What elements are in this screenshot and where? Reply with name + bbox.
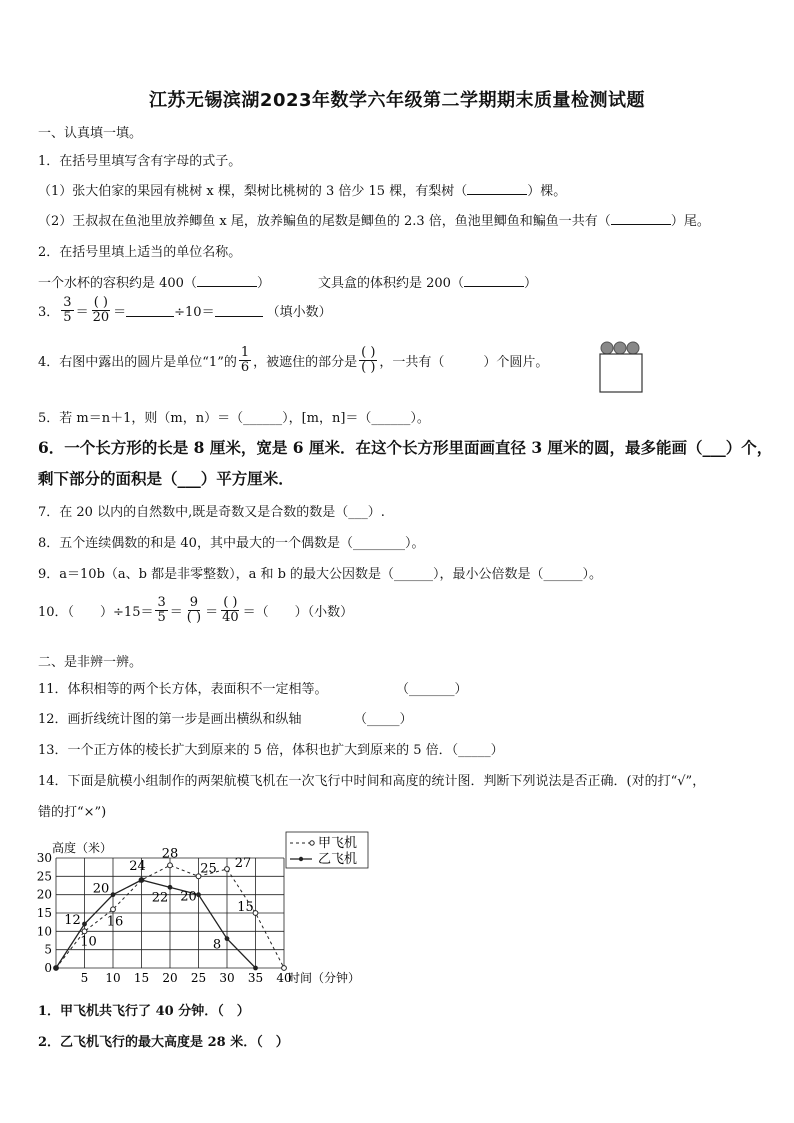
fraction-denominator: 5 [63, 310, 72, 326]
data-label-乙: 22 [151, 890, 169, 906]
legend-label-乙: 乙飞机 [318, 852, 358, 867]
question-10 [38, 596, 353, 626]
fraction-numerator: 3 [63, 295, 72, 310]
data-point-甲 [111, 907, 116, 912]
data-label-甲: 28 [161, 846, 179, 862]
fraction [239, 346, 251, 376]
equals-sign: ＝ [75, 305, 89, 321]
fraction-numerator: 9 [189, 595, 199, 610]
question-1b-text: （2）王叔叔在鱼池里放养鲫鱼 x 尾，放养鳊鱼的尾数是鲫鱼的 2.3 倍，鱼池里鲫鱼和鳊鱼一共有（ [38, 214, 611, 229]
fraction-numerator: ( ) [361, 345, 376, 360]
question-2-stem: 2．在括号里填上适当的单位名称。 [38, 245, 242, 260]
legend-label-甲: 甲飞机 [318, 836, 358, 851]
question-1b [38, 210, 710, 229]
x-tick-label: 40 [276, 971, 292, 985]
question-2a-text: 一个水杯的容积约是 400（ [38, 276, 197, 291]
fraction-numerator: ( ) [223, 595, 238, 610]
question-3 [38, 296, 332, 326]
question-2b-end: ） [523, 276, 537, 291]
question-12-paren[interactable]: （_____） [354, 712, 413, 727]
question-8: 8．五个连续偶数的和是 40，其中最大的一个偶数是（________）。 [38, 536, 425, 551]
coin-circle [627, 342, 639, 354]
x-tick-label: 30 [219, 971, 235, 985]
question-4 [38, 346, 548, 376]
x-axis-label: 时间（分钟） [288, 971, 361, 985]
equals-sign: ＝ [113, 305, 127, 321]
fraction-denominator: ( ) [361, 360, 376, 376]
data-point-甲 [282, 966, 287, 971]
fraction-denominator: 5 [157, 610, 166, 626]
y-axis-label: 高度（米） [52, 841, 113, 855]
y-tick-label: 0 [44, 961, 52, 975]
data-label-甲: 25 [200, 861, 217, 877]
question-13: 13．一个正方体的棱长扩大到原来的 5 倍，体积也扩大到原来的 5 倍．（_____） [38, 743, 504, 758]
x-tick-label: 25 [190, 971, 207, 985]
question-4-text-3: ，一共有（ ）个圆片。 [379, 355, 549, 371]
page-title: 江苏无锡滨湖2023年数学六年级第二学期期末质量检测试题 [148, 90, 646, 111]
fraction [220, 596, 241, 626]
data-label-甲: 15 [237, 900, 254, 915]
answer-blank[interactable] [464, 275, 524, 287]
fraction-numerator: ( ) [93, 295, 108, 310]
fraction-numerator: 3 [157, 595, 166, 610]
question-1-stem: 1．在括号里填写含有字母的式子。 [38, 154, 242, 169]
question-10-text: 10．（ ）÷15＝ [38, 605, 154, 621]
x-tick-label: 5 [80, 971, 89, 985]
data-point-乙 [196, 892, 201, 897]
y-tick-label: 15 [36, 906, 52, 920]
fraction-denominator: 6 [240, 360, 250, 376]
data-label-乙: 20 [180, 889, 197, 905]
sub-question-1: 1．甲飞机共飞行了 40 分钟．（ ） [38, 1004, 250, 1019]
equals-sign: ＝ [169, 605, 183, 621]
question-11: 11．体积相等的两个长方体，表面积不一定相等。 [38, 682, 328, 697]
question-4-text-2: ，被遮住的部分是 [253, 355, 358, 371]
section-heading-1: 一、认真填一填。 [38, 126, 143, 141]
fraction-denominator: 20 [92, 310, 110, 326]
question-14a: 14．下面是航模小组制作的两架航模飞机在一次飞行中时间和高度的统计图．判断下列说法是否正确．(对的打“√”， [38, 774, 706, 789]
fraction [91, 296, 112, 326]
answer-blank[interactable] [126, 305, 174, 317]
answer-blank[interactable] [197, 275, 257, 287]
fraction-numerator: 1 [240, 345, 250, 360]
fraction [185, 596, 203, 626]
question-2b [318, 272, 537, 291]
question-9: 9．a＝10b（a、b 都是非零整数），a 和 b 的最大公因数是（______），最小公倍数是（______）。 [38, 567, 603, 582]
data-label-乙: 20 [92, 881, 110, 897]
section-heading-2: 二、是非辨一辨。 [38, 655, 143, 670]
data-label-乙: 12 [64, 913, 81, 928]
equals-sign: ＝ [205, 605, 219, 621]
question-1a-text: （1）张大伯家的果园有桃树 x 棵，梨树比桃树的 3 倍少 15 棵，有梨树（ [38, 184, 468, 199]
data-point-乙 [82, 922, 87, 927]
y-tick-label: 10 [36, 924, 52, 939]
question-2b-text: 文具盒的体积约是 200（ [318, 276, 464, 291]
data-point-乙 [168, 885, 173, 890]
question-1a [38, 180, 566, 199]
question-6b: 剩下部分的面积是（___）平方厘米． [38, 469, 294, 488]
fraction-denominator: ( ) [186, 610, 202, 626]
x-tick-label: 15 [133, 971, 150, 985]
fraction [155, 596, 167, 626]
data-label-甲: 24 [129, 859, 146, 874]
coin-figure [598, 340, 644, 394]
data-label-甲: 10 [80, 934, 97, 950]
flight-chart [30, 830, 390, 990]
data-point-乙 [139, 878, 144, 883]
data-point-甲 [82, 929, 87, 934]
data-point-甲 [253, 911, 258, 916]
y-tick-label: 20 [36, 887, 52, 902]
question-4-text: 4．右图中露出的圆片是单位“1”的 [38, 355, 237, 371]
answer-blank[interactable] [215, 305, 263, 317]
coin-circle [601, 342, 613, 354]
question-2a-end: ） [256, 276, 270, 291]
data-point-乙 [253, 966, 258, 971]
y-tick-label: 25 [36, 869, 52, 884]
fraction [61, 296, 73, 326]
fraction-denominator: 40 [222, 610, 239, 626]
question-10-text-2: ＝（ ）（小数） [242, 605, 354, 621]
note-text: （填小数） [266, 305, 332, 321]
question-12: 12．画折线统计图的第一步是画出横纵和纵轴 [38, 712, 302, 727]
data-point-乙 [54, 966, 59, 971]
coin-circle [614, 342, 626, 354]
x-tick-label: 35 [247, 971, 264, 985]
answer-blank[interactable] [611, 213, 671, 225]
question-6a: 6．一个长方形的长是 8 厘米，宽是 6 厘米．在这个长方形里面画直径 3 厘米的圆，最多能画（___）个， [38, 438, 773, 457]
y-tick-label: 5 [44, 942, 52, 957]
question-1a-end: ）棵。 [527, 184, 567, 199]
question-5: 5．若 m＝n＋1，则（m，n）＝（______），[m，n]＝（______）。 [38, 411, 430, 426]
fraction [359, 346, 377, 376]
question-14b: 错的打“×”) [38, 805, 107, 820]
legend-marker-甲 [310, 841, 314, 845]
data-label-甲: 16 [106, 914, 124, 930]
answer-blank[interactable] [467, 183, 527, 195]
x-tick-label: 20 [162, 971, 178, 985]
question-3-label: 3． [38, 305, 60, 321]
data-label-乙: 8 [212, 937, 222, 953]
y-tick-label: 30 [36, 851, 52, 865]
question-11-paren[interactable]: （_______） [396, 682, 468, 697]
data-point-乙 [111, 892, 116, 897]
division-text: ÷10＝ [174, 305, 215, 321]
question-7: 7．在 20 以内的自然数中,既是奇数又是合数的数是（___）. [38, 505, 385, 520]
line-chart-svg [30, 830, 390, 990]
data-point-乙 [225, 936, 230, 941]
data-point-甲 [168, 863, 173, 868]
question-2a [38, 272, 270, 291]
cover-rectangle [600, 354, 642, 392]
legend-marker-乙 [299, 857, 303, 861]
data-point-甲 [225, 867, 230, 872]
data-label-甲: 27 [234, 856, 252, 871]
question-1b-end: ）尾。 [670, 214, 710, 229]
x-tick-label: 10 [105, 971, 121, 985]
sub-question-2: 2．乙飞机飞行的最大高度是 28 米．（ ） [38, 1035, 289, 1050]
